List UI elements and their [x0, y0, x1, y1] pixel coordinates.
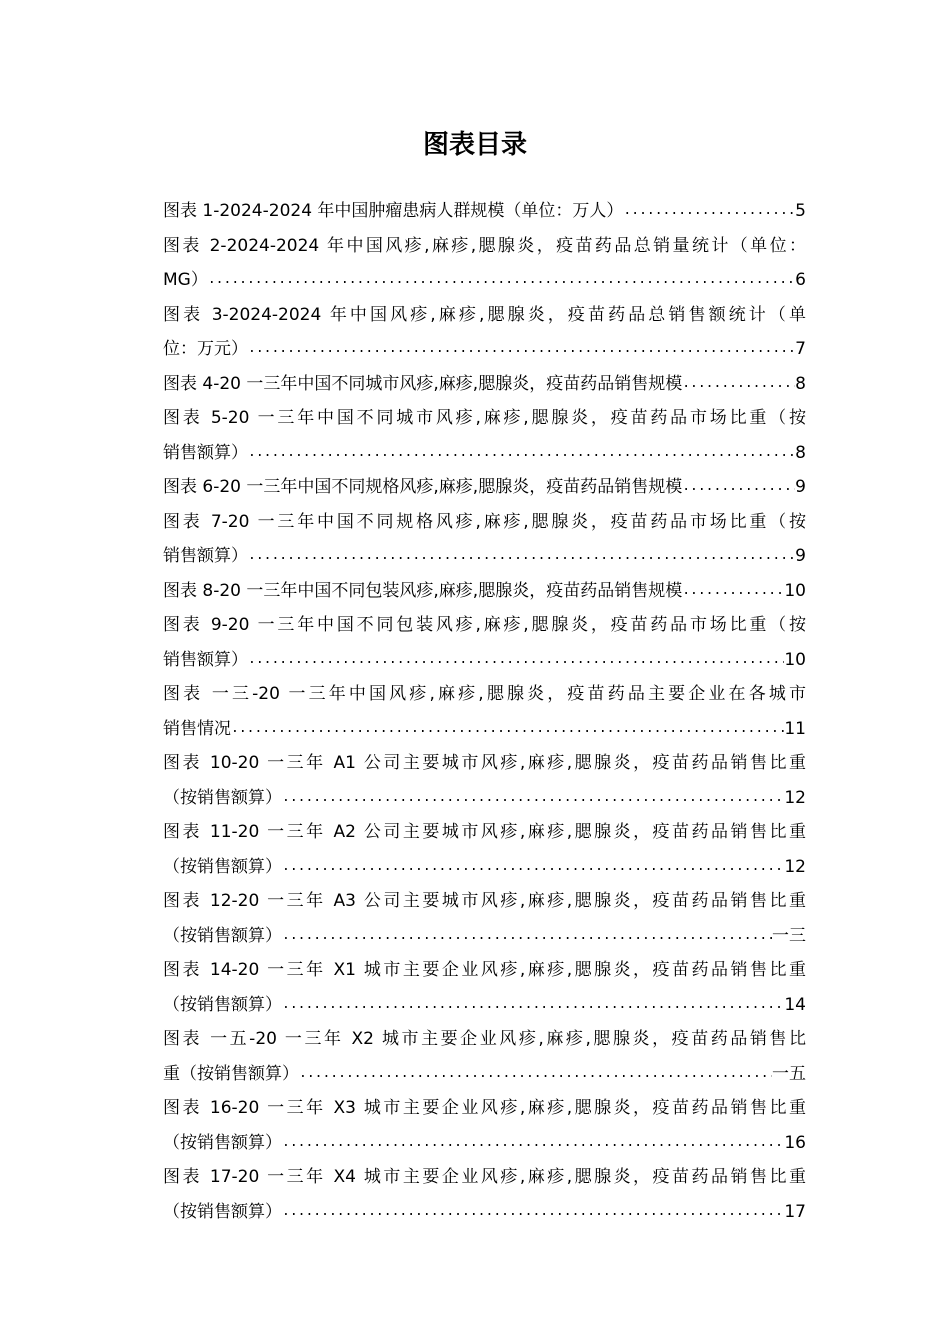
toc-entry-title: 图表 12-20 一三年 A3 公司主要城市风疹,麻疹,腮腺炎，疫苗药品销售比重	[163, 891, 806, 911]
toc-entry-title: 图表 9-20 一三年中国不同包装风疹,麻疹,腮腺炎，疫苗药品市场比重（按	[163, 615, 806, 635]
dot-leader	[282, 1195, 784, 1229]
toc-entry-title-cont: （按销售额算）	[163, 925, 282, 946]
toc-entry-title-cont: （按销售额算）	[163, 856, 282, 877]
toc-page-number: 一三	[772, 925, 806, 946]
toc-entry-title-cont: 重（按销售额算）	[163, 1063, 299, 1084]
toc-entry-title: 图表 11-20 一三年 A2 公司主要城市风疹,麻疹,腮腺炎，疫苗药品销售比重	[163, 822, 806, 842]
toc-entry-title: 图表 一五-20 一三年 X2 城市主要企业风疹,麻疹,腮腺炎，疫苗药品销售比	[163, 1029, 806, 1049]
toc-entry-title: 图表 14-20 一三年 X1 城市主要企业风疹,麻疹,腮腺炎，疫苗药品销售比重	[163, 960, 806, 980]
toc-page-number: 8	[795, 373, 806, 394]
toc-entry-title-cont: （按销售额算）	[163, 1132, 282, 1153]
dot-leader	[682, 574, 784, 608]
dot-leader	[208, 263, 795, 297]
toc-entry-title: 图表 10-20 一三年 A1 公司主要城市风疹,麻疹,腮腺炎，疫苗药品销售比重	[163, 753, 806, 773]
toc-page-number: 14	[784, 994, 806, 1015]
toc-entry-title: 图表 17-20 一三年 X4 城市主要企业风疹,麻疹,腮腺炎，疫苗药品销售比重	[163, 1167, 806, 1187]
toc-page-number: 一五	[772, 1063, 806, 1084]
dot-leader	[248, 643, 784, 677]
toc-entry-title: 图表 6-20 一三年中国不同规格风疹,麻疹,腮腺炎，疫苗药品销售规模	[163, 477, 683, 497]
toc-entry-title-cont: 销售额算）	[163, 442, 248, 463]
dot-leader	[282, 919, 772, 953]
dot-leader	[299, 1057, 772, 1091]
toc-page-number: 10	[784, 580, 806, 601]
toc-page-number: 8	[795, 442, 806, 463]
toc-page-number: 12	[784, 787, 806, 808]
dot-leader	[282, 1126, 784, 1160]
dot-leader	[248, 539, 795, 573]
dot-leader	[248, 436, 795, 470]
toc-page-number: 5	[795, 201, 806, 221]
toc-entry-title: 图表 7-20 一三年中国不同规格风疹,麻疹,腮腺炎，疫苗药品市场比重（按	[163, 511, 806, 532]
toc-entry-title: 图表 8-20 一三年中国不同包装风疹,麻疹,腮腺炎，疫苗药品销售规模	[163, 580, 683, 601]
dot-leader	[282, 850, 784, 884]
toc-entry-title-cont: 销售额算）	[163, 546, 248, 566]
toc-page-number: 17	[784, 1201, 806, 1222]
dot-leader	[231, 712, 784, 746]
toc-entry-title-cont: 销售额算）	[163, 649, 248, 670]
toc-page-number: 9	[795, 546, 806, 566]
toc-entry-title: 图表 1-2024-2024 年中国肿瘤患病人群规模（单位：万人）	[163, 201, 624, 221]
toc-entry-title: 图表 5-20 一三年中国不同城市风疹,麻疹,腮腺炎，疫苗药品市场比重（按	[163, 408, 806, 428]
dot-leader	[248, 332, 795, 366]
toc-entry-title: 图表 4-20 一三年中国不同城市风疹,麻疹,腮腺炎，疫苗药品销售规模	[163, 373, 683, 394]
toc-entry-title-cont: （按销售额算）	[163, 1201, 282, 1222]
toc-page-number: 6	[795, 270, 806, 290]
toc-page-number: 7	[795, 339, 806, 359]
dot-leader	[682, 470, 795, 504]
toc-entry-title: 图表 2-2024-2024 年中国风疹,麻疹,腮腺炎，疫苗药品总销量统计（单位：	[163, 235, 806, 256]
toc-page-number: 9	[795, 477, 806, 497]
dot-leader	[282, 988, 784, 1022]
toc-page-number: 11	[784, 718, 806, 739]
page-title: 图表目录	[422, 130, 527, 160]
toc-entry-title-cont: （按销售额算）	[163, 787, 282, 808]
toc-entry-title: 图表 16-20 一三年 X3 城市主要企业风疹,麻疹,腮腺炎，疫苗药品销售比重	[163, 1098, 806, 1118]
toc-entry-title-cont: 销售情况	[163, 718, 231, 739]
dot-leader	[282, 781, 784, 815]
toc-entry-title: 图表 3-2024-2024 年中国风疹,麻疹,腮腺炎，疫苗药品总销售额统计（单	[163, 304, 806, 325]
toc-entry-title-cont: （按销售额算）	[163, 994, 282, 1015]
dot-leader	[682, 367, 795, 401]
toc-page-number: 16	[784, 1132, 806, 1153]
toc-page-number: 10	[784, 649, 806, 670]
dot-leader	[623, 194, 795, 228]
toc-entry-title-cont: 位：万元）	[163, 339, 248, 359]
toc-page-number: 12	[784, 856, 806, 877]
toc-entry-title-cont: MG）	[163, 270, 208, 290]
toc-entry-title: 图表 一三-20 一三年中国风疹,麻疹,腮腺炎，疫苗药品主要企业在各城市	[163, 684, 806, 704]
